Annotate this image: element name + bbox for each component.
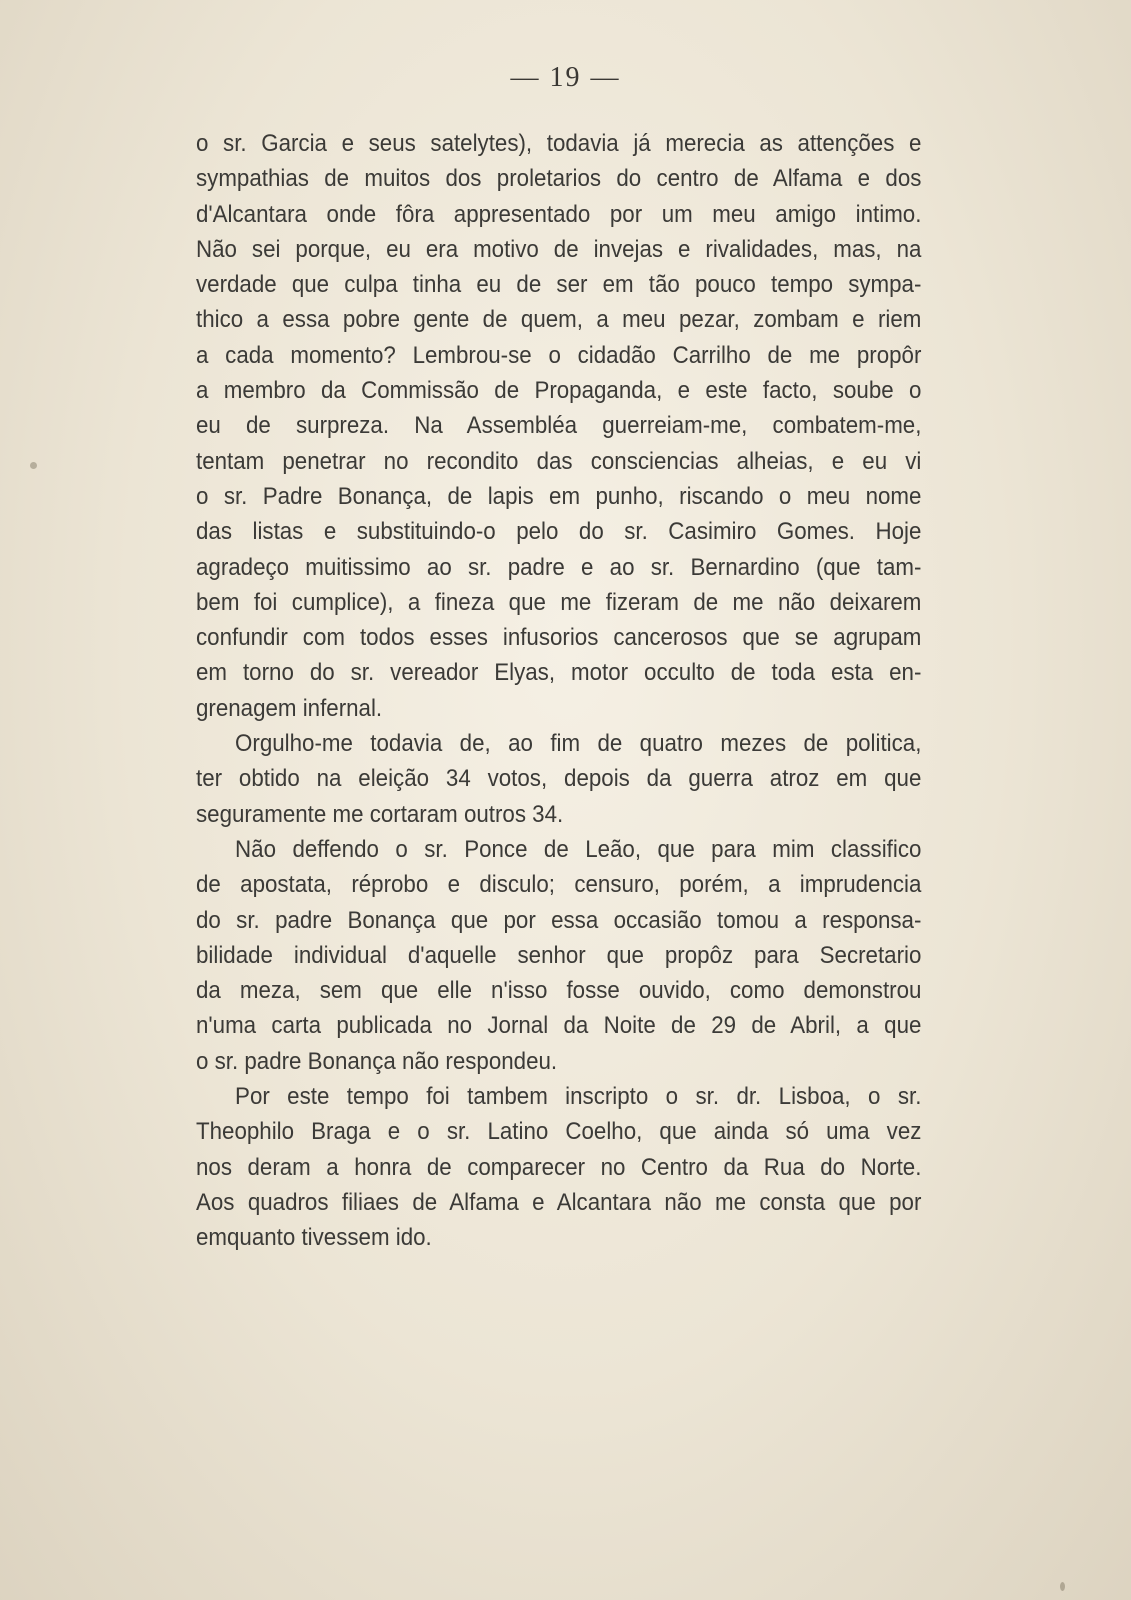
text-line: eu de surpreza. Na Assembléa guerreiam-me, combatem-me, [196,412,922,440]
text-line: o sr. Padre Bonança, de lapis em punho, riscando o meu nome [196,482,922,510]
text-line: emquanto tivessem ido. [196,1224,432,1252]
text-line: bilidade individual d'aquelle senhor que propôz para Secretario [196,941,922,969]
text-line: a membro da Commissão de Propaganda, e este facto, soube o [196,377,922,405]
text-line: grenagem infernal. [196,694,383,722]
text-line: agradeço muitissimo ao sr. padre e ao sr. Bernardino (que tam- [196,553,922,581]
text-line: a cada momento? Lembrou-se o cidadão Carrilho de me propôr [196,341,922,369]
text-line: n'uma carta publicada no Jornal da Noite de 29 de Abril, a que [196,1012,922,1040]
text-line: Aos quadros filiaes de Alfama e Alcantara não me consta que por [196,1188,922,1216]
paper-speck [30,462,37,469]
text-line: Não sei porque, eu era motivo de invejas e rivalidades, mas, na [196,235,922,263]
text-line: tentam penetrar no recondito das consciencias alheias, e eu vi [196,447,922,475]
text-line: do sr. padre Bonança que por essa occasião tomou a responsa- [196,906,922,934]
text-line: nos deram a honra de comparecer no Centro da Rua do Norte. [196,1153,922,1181]
paper-speck [1060,1582,1065,1591]
text-line: sympathias de muitos dos proletarios do centro de Alfama e dos [196,165,922,193]
text-line: seguramente me cortaram outros 34. [196,800,564,828]
body-text [196,126,921,1256]
text-line: bem foi cumplice), a fineza que me fizeram de me não deixarem [196,588,922,616]
text-line: Não deffendo o sr. Ponce de Leão, que para mim classifico [235,835,922,863]
text-line: Theophilo Braga e o sr. Latino Coelho, que ainda só uma vez [196,1118,922,1146]
text-line: verdade que culpa tinha eu de ser em tão pouco tempo sympa- [196,271,922,299]
page-number: — 19 — [510,62,621,93]
text-line: thico a essa pobre gente de quem, a meu pezar, zombam e riem [196,306,922,334]
text-line: d'Alcantara onde fôra appresentado por um meu amigo intimo. [196,200,922,228]
text-line: de apostata, réprobo e disculo; censuro, porém, a imprudencia [196,871,922,899]
text-line: confundir com todos esses infusorios cancerosos que se agrupam [196,624,922,652]
text-line: das listas e substituindo-o pelo do sr. Casimiro Gomes. Hoje [196,518,922,546]
text-line: Por este tempo foi tambem inscripto o sr. dr. Lisboa, o sr. [235,1083,922,1111]
text-line: o sr. padre Bonança não respondeu. [196,1047,558,1075]
text-line: Orgulho-me todavia de, ao fim de quatro mezes de politica, [235,730,922,758]
text-line: em torno do sr. vereador Elyas, motor occulto de toda esta en- [196,659,922,687]
text-line: ter obtido na eleição 34 votos, depois da guerra atroz em que [196,765,922,793]
text-line: da meza, sem que elle n'isso fosse ouvido, como demonstrou [196,977,922,1005]
text-line: o sr. Garcia e seus satelytes), todavia já merecia as attenções e [196,130,922,157]
